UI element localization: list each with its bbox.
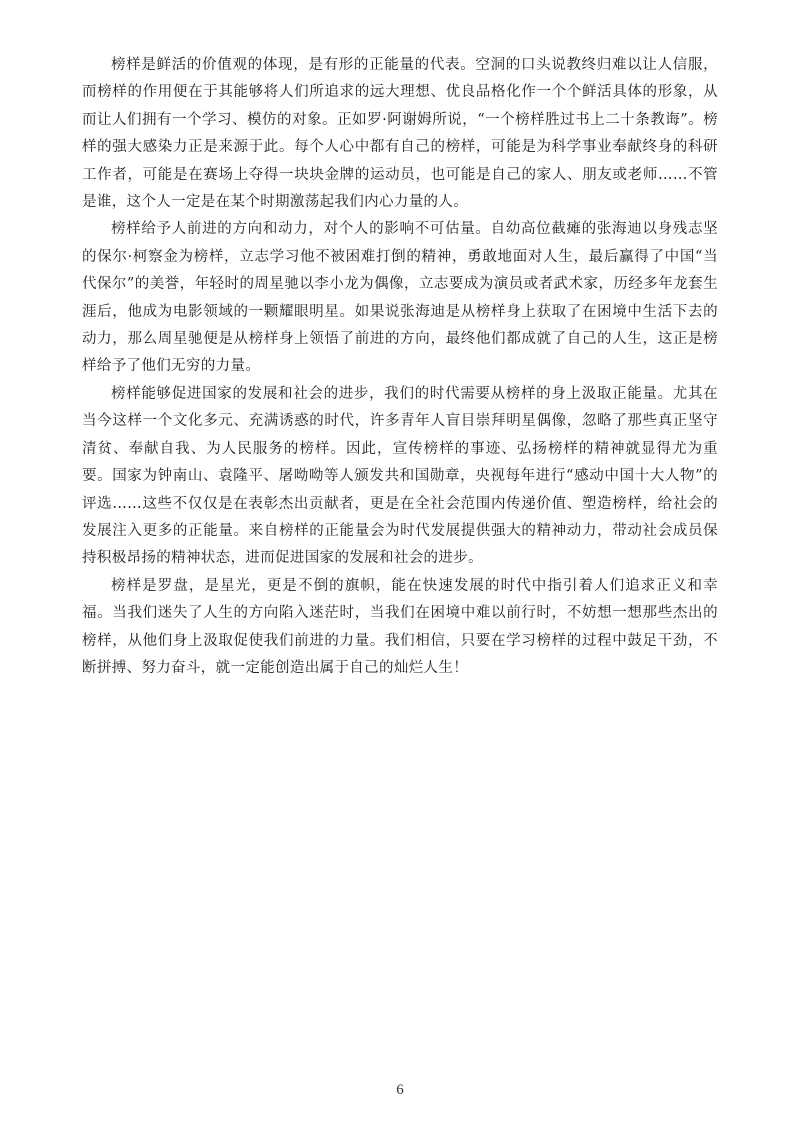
paragraph-3: 榜样能够促进国家的发展和社会的进步，我们的时代需要从榜样的身上汲取正能量。尤其在当今这样一个文化多元、充满诱惑的时代，许多青年人盲目崇拜明星偶像，忽略了那些真正坚守清贫、奉献自我、为人民服务的榜样。因此，宣传榜样的事迹、弘扬榜样的精神就显得尤为重要。国家为钟南山、袁隆平、屠呦呦等人颁发共和国勋章，央视每年进行“感动中国十大人物”的评选……这些不仅仅是在表彰杰出贡献者，更是在全社会范围内传递价值、塑造榜样，给社会的发展注入更多的正能量。来自榜样的正能量会为时代发展提供强大的精神动力，带动社会成员保持积极昂扬的精神状态，进而促进国家的发展和社会的进步。 — [82, 385, 718, 567]
page-number: 6 — [396, 1082, 404, 1098]
paragraph-4: 榜样是罗盘，是星光，更是不倒的旗帜，能在快速发展的时代中指引着人们追求正义和幸福。当我们迷失了人生的方向陷入迷茫时，当我们在困境中难以前行时，不妨想一想那些杰出的榜样，从他们身上汲取促使我们前进的力量。我们相信，只要在学习榜样的过程中鼓足干劲，不断拼搏、努力奋斗，就一定能创造出属于自己的灿烂人生！ — [82, 577, 718, 676]
essay-body — [82, 52, 718, 682]
paragraph-1: 榜样是鲜活的价值观的体现，是有形的正能量的代表。空洞的口头说教终归难以让人信服，而榜样的作用便在于其能够将人们所追求的远大理想、优良品格化作一个个鲜活具体的形象，从而让人们拥有一个学习、模仿的对象。正如罗·阿谢姆所说，“一个榜样胜过书上二十条教诲”。榜样的强大感染力正是来源于此。每个人心中都有自己的榜样，可能是为科学事业奉献终身的科研工作者，可能是在赛场上夺得一块块金牌的运动员，也可能是自己的家人、朋友或老师……不管是谁，这个人一定是在某个时期激荡起我们内心力量的人。 — [82, 57, 718, 211]
paragraph-2: 榜样给予人前进的方向和动力，对个人的影响不可估量。自幼高位截瘫的张海迪以身残志坚的保尔·柯察金为榜样，立志学习他不被困难打倒的精神，勇敢地面对人生，最后赢得了中国“当代保尔”的美誉，年轻时的周星驰以李小龙为偶像，立志要成为演员或者武术家，历经多年龙套生涯后，他成为电影领域的一颗耀眼明星。如果说张海迪是从榜样身上获取了在困境中生活下去的动力，那么周星驰便是从榜样身上领悟了前进的方向，最终他们都成就了自己的人生，这正是榜样给予了他们无穷的力量。 — [82, 221, 718, 375]
